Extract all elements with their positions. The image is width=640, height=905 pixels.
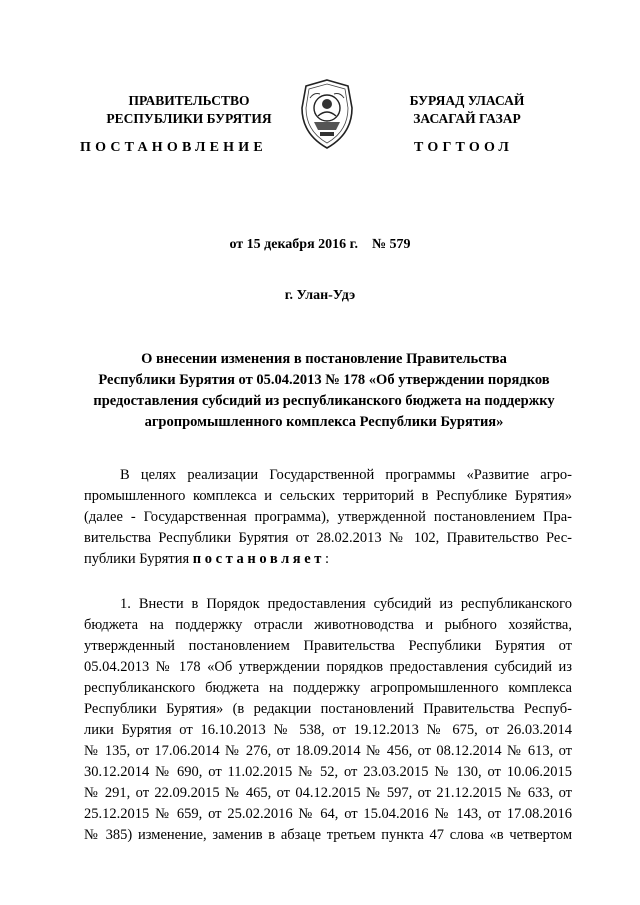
document-date-line (0, 237, 640, 253)
subject-line: агропромышленного комплекса Республики Бурятия» (144, 414, 504, 430)
resolution-colon: : (325, 551, 330, 567)
paragraph-line: 30.12.2014 № 690, от 11.02.2015 № 52, от 23.03.2015 № 130, от 10.06.2015 (84, 764, 572, 780)
paragraph-line: № 135, от 17.06.2014 № 276, от 18.09.2014 № 456, от 08.12.2014 № 613, от (84, 743, 572, 759)
paragraph-line: № 385) изменение, заменив в абзаце третьем пункта 47 слова «в четвертом (84, 827, 572, 843)
document-number: № 579 (371, 237, 411, 252)
coat-of-arms-icon (296, 78, 358, 150)
paragraph-line: республиканского бюджета на поддержку агропромышленного комплекса (84, 680, 572, 696)
document-type-ru: ПОСТАНОВЛЕНИЕ (80, 140, 267, 155)
paragraph-line: 25.12.2015 № 659, от 25.02.2016 № 64, от 15.04.2016 № 143, от 17.08.2016 (84, 806, 572, 822)
paragraph-line: № 291, от 22.09.2015 № 465, от 04.12.2015 № 597, от 21.12.2015 № 633, от (84, 785, 572, 801)
paragraph-line: 1. Внести в Порядок предоставления субсидий из республиканского (120, 596, 572, 612)
paragraph-line: Республики Бурятия» (в редакции постановлений Правительства Респуб- (84, 701, 572, 717)
paragraph-line: утвержденный постановлением Правительства Республики Бурятия от (84, 638, 572, 654)
preamble-paragraph (84, 465, 572, 570)
paragraph-line: бюджета на поддержку отрасли животноводства и рыбного хозяйства, (84, 617, 572, 633)
subject-line: предоставления субсидий из республиканского бюджета на поддержку (93, 393, 555, 409)
government-name-bua-line2: ЗАСАГАЙ ГАЗАР (413, 111, 521, 126)
document-subject (84, 349, 564, 433)
subject-line: Республики Бурятия от 05.04.2013 № 178 «Об утверждении порядков (98, 372, 550, 388)
resolution-lead-text: публики Бурятия (84, 551, 190, 567)
government-name-ru-line1: ПРАВИТЕЛЬСТВО (128, 93, 250, 108)
government-name-bua (382, 92, 552, 128)
resolution-keyword: постановляет (192, 551, 326, 567)
paragraph-line: вительства Республики Бурятия от 28.02.2013 № 102, Правительство Рес- (84, 530, 572, 546)
subject-line: О внесении изменения в постановление Правительства (141, 351, 507, 367)
paragraph-line: 05.04.2013 № 178 «Об утверждении порядков предоставления субсидий из (84, 659, 572, 675)
paragraph-line: (далее - Государственная программа), утвержденной постановлением Пра- (84, 509, 572, 525)
government-name-ru (104, 92, 274, 128)
clause-1-paragraph (84, 594, 572, 846)
document-city: г. Улан-Удэ (284, 288, 356, 303)
government-name-ru-line2: РЕСПУБЛИКИ БУРЯТИЯ (106, 111, 272, 126)
paragraph-line: промышленного комплекса и сельских территорий в Республике Бурятия» (84, 488, 572, 504)
paragraph-line: лики Бурятия от 16.10.2013 № 538, от 19.12.2013 № 675, от 26.03.2014 (84, 722, 572, 738)
paragraph-line (84, 549, 572, 570)
government-name-bua-line1: БУРЯАД УЛАСАЙ (409, 93, 525, 108)
document-date: от 15 декабря 2016 г. (229, 237, 358, 252)
document-type-bua: ТОГТООЛ (414, 140, 514, 155)
paragraph-line: В целях реализации Государственной программы «Развитие агро- (120, 467, 572, 483)
